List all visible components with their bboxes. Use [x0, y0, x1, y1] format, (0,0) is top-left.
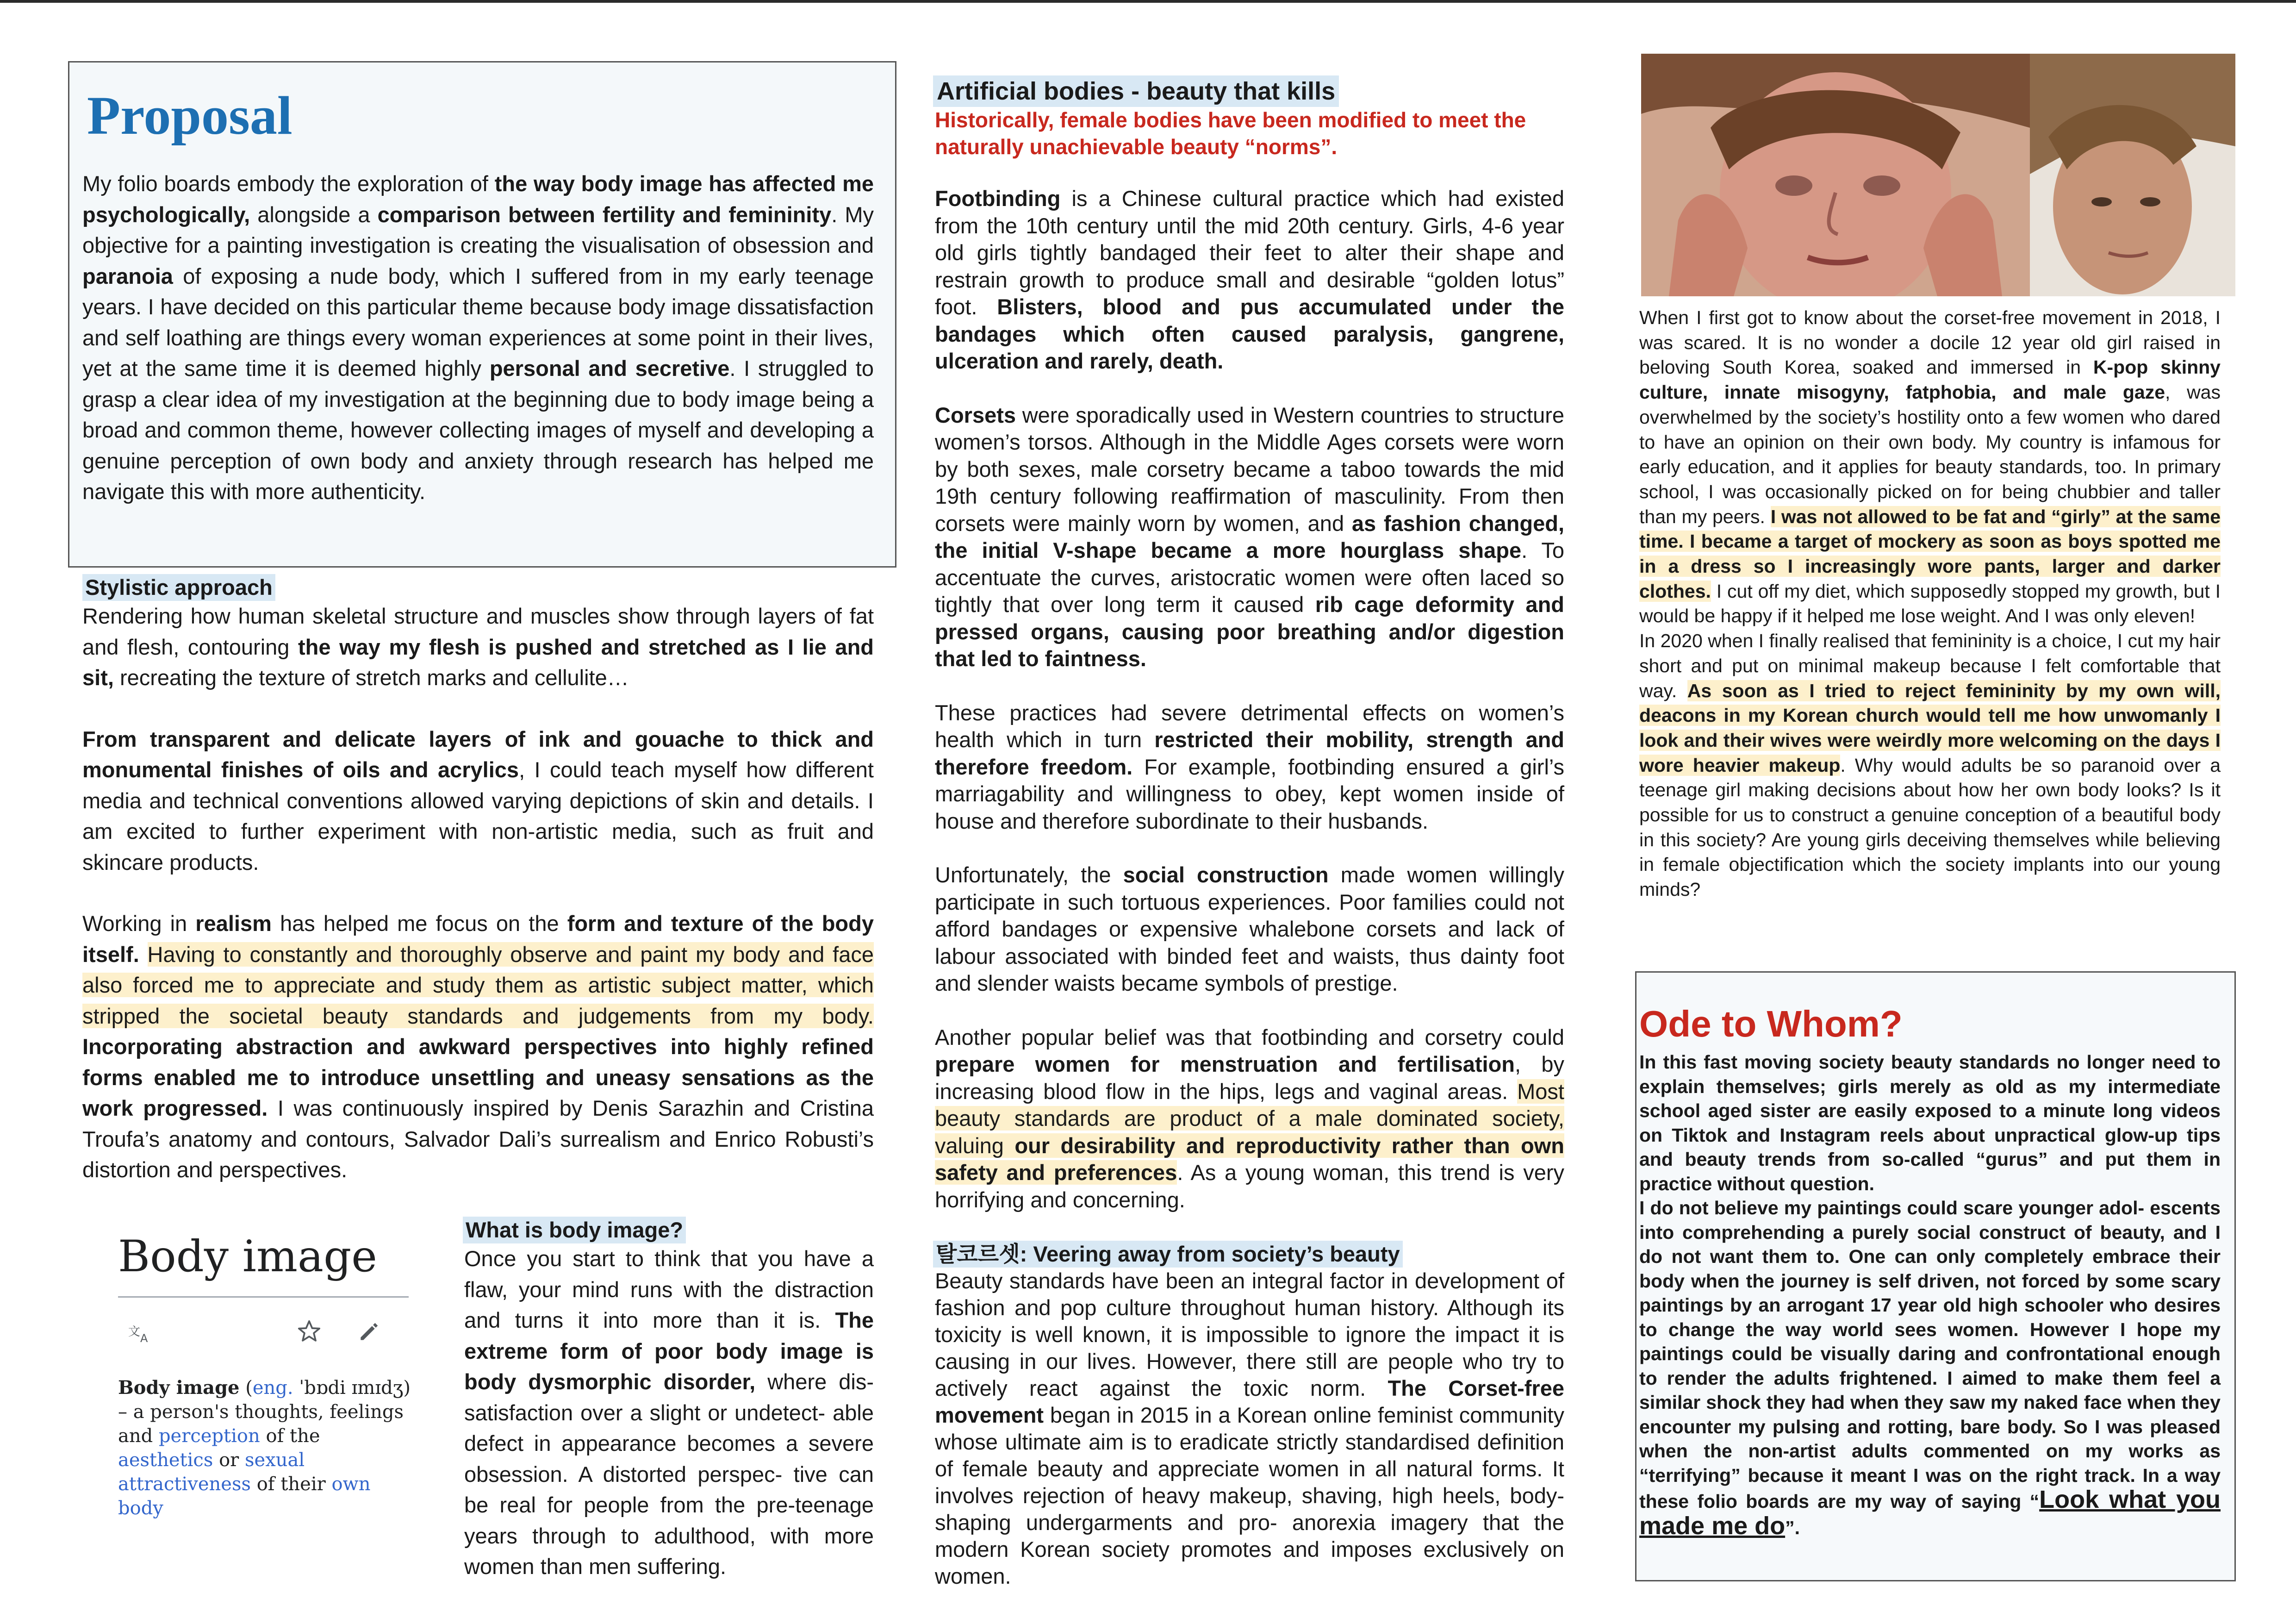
text-run: As soon as I tried to reject femininity by my own will, deacons in my Korean church would tell me how unwomanly I look and their wives were weirdly more welcoming on the days I wore heavier makeup: [1639, 680, 2221, 776]
text-run: restricted their mobility, strength and therefore freedom.: [935, 727, 1564, 779]
stylistic-approach-heading: Stylistic approach: [82, 574, 275, 601]
text-run: comparison between fertility and femininity: [377, 202, 832, 227]
text-run: the way my flesh is pushed and stretched as I lie and sit,: [82, 634, 874, 690]
text-run: of the: [260, 1425, 320, 1447]
text-run: When I first got to know about the corset-free movement in 2018, I was scared. It is no wonder a docile 12 year old girl raised in beloving South Korea, soaked and immersed in: [1639, 307, 2221, 378]
social-construction-paragraph: [935, 862, 1564, 997]
ode-paragraph-2: [1639, 1196, 2221, 1540]
text-run: ˈbɒdi ɪmɪdʒ) – a person's thoughts, feelings and: [118, 1377, 411, 1447]
text-run: is a Chinese cultural practice which had existed from the 10th century until the mid 20th century. Girls, 4-6 year old girls tightly bandaged their feet to alter their shape and restrain growth to produce small and desirable “golden lotus” foot.: [935, 186, 1564, 319]
text-run: (: [239, 1377, 253, 1399]
wiki-link[interactable]: eng.: [252, 1377, 293, 1399]
text-run: These practices had severe detrimental effects on women’s health which in turn: [935, 700, 1564, 752]
text-run: [139, 942, 148, 967]
top-border-line: [0, 0, 2296, 3]
text-run: . As a young woman, this trend is very horrifying and concerning.: [935, 1160, 1564, 1212]
text-run: made women willingly participate in such tortuous experiences. Poor families could not afford bandages or expensive whalebone corsets and lack of labour associated with binded feet and waists, thus dainty foot and slender waists became symbols of prestige.: [935, 862, 1564, 995]
proposal-title: Proposal: [87, 85, 292, 146]
text-run: The extreme form of poor body image is body dysmorphic disorder,: [464, 1308, 874, 1394]
text-run: rib cage deformity and pressed organs, causing poor breathing and/or digestion that led to faintness.: [935, 592, 1564, 671]
text-run: personal and secretive: [489, 356, 730, 381]
ode-paragraph-1: [1639, 1050, 2221, 1196]
text-run: social construction: [1123, 862, 1329, 887]
wiki-link[interactable]: sexual attractiveness: [118, 1449, 305, 1495]
text-run: . My objective for a painting investigation is creating the visualisation of obsession and: [82, 202, 874, 257]
veering-text: [935, 1268, 1564, 1590]
text-run: . Why would adults be so paranoid over a teenage girl making decisions about how her own body looks? Is it possible for us to construct a genuine conception of a beautiful body in this society? Are young girls deceiving themselves while believing in female objectification which the society implants into our young minds?: [1639, 754, 2221, 900]
text-run: recreating the texture of stretch marks and cellulite…: [113, 665, 629, 690]
text-run: Another popular belief was that footbinding and corsetry could: [935, 1024, 1564, 1049]
text-run: , by increasing blood flow in the hips, legs and vaginal areas.: [935, 1052, 1564, 1104]
svg-text:A: A: [140, 1332, 148, 1345]
corsets-paragraph: [935, 402, 1564, 673]
pencil-icon[interactable]: [356, 1318, 382, 1344]
text-run: Blisters, blood and pus accumulated under the bandages which often caused paralysis, gangrene, ulceration and rarely, death.: [935, 294, 1564, 373]
footbinding-paragraph: [935, 185, 1564, 375]
text-run: were sporadically used in Western countries to structure women’s torsos. Although in the Middle Ages corsets were worn by both sexes, male corsetry became a taboo towards the mid 19th century following reaffirmation of masculinity. From then corsets were mainly worn by women, and: [935, 402, 1564, 536]
text-run: where dis- satisfaction over a slight or undetect- able defect in appearance becomes a severe obsession. A distorted perspec- tive can be real for people from the pre-teenage years through to adulthood, with more women than men suffering.: [464, 1369, 874, 1579]
proposal-text: [82, 169, 874, 507]
text-run: the way body image has affected me psychologically,: [82, 171, 874, 227]
text-run: paranoia: [82, 263, 173, 288]
stylistic-paragraph-1: [82, 601, 874, 693]
wiki-link[interactable]: aesthetics: [118, 1449, 213, 1471]
text-run: as fashion changed, the initial V-shape became a more hourglass shape: [935, 511, 1565, 562]
text-run: The Corset-free movement: [935, 1376, 1564, 1427]
text-run: has helped me focus on the: [271, 911, 567, 936]
text-run: . I struggled to grasp a clear idea of my investigation at the beginning due to body image being a broad and common theme, however collecting images of myself and developing a genuine perception of own body and anxiety through research has helped me navigate this with more authenticity.: [82, 356, 874, 504]
text-run: Incorporating abstraction and awkward perspectives into highly refined forms enabled me to introduce unsettling and uneasy sensations as the work progressed.: [82, 1034, 874, 1120]
text-run: Corsets: [935, 402, 1016, 427]
text-run: I cut off my diet, which supposedly stopped my growth, but I would be happy if it helped me lose weight. And I was only eleven!: [1639, 580, 2221, 627]
ode-text: [1639, 1050, 2221, 1540]
text-run: In this fast moving society beauty standards no longer need to explain themselves; girls merely as old as my intermediate school aged sister are easily exposed to a minute long videos on Tiktok and Instagram reels about unpractical glow-up tips and beauty trends from so-called “gurus” and put them in practice without question.: [1639, 1051, 2221, 1194]
text-run: For example, footbinding ensured a girl’s marriagability and willingness to obey, kept women inside of house and therefore subordinate to their husbands.: [935, 754, 1564, 833]
stylistic-paragraph-3: [82, 908, 874, 1186]
text-run: Working in: [82, 911, 196, 936]
wiki-divider: [118, 1296, 409, 1298]
text-run: ”.: [1785, 1517, 1800, 1538]
wiki-title: Body image: [118, 1231, 377, 1282]
text-run: , was overwhelmed by the society’s hostility onto a few women who dared to have an opinion on their own body. My country is infamous for early education, and it applies for beauty standards, too. In primary school, I was occasionally picked on for being chubbier and taller than my peers.: [1639, 381, 2221, 527]
what-is-paragraph: [464, 1243, 874, 1582]
text-run: Footbinding: [935, 186, 1061, 211]
star-icon[interactable]: [296, 1318, 322, 1344]
painting-photo: [1641, 54, 2235, 296]
text-run: In 2020 when I finally realised that femininity is a choice, I cut my hair short and put on minimal makeup because I felt comfortable that way.: [1639, 630, 2221, 701]
text-run: Having to constantly and thoroughly observe and paint my body and face also forced me to appreciate and study them as artistic subject matter, which stripped the societal beauty standards and judgements from my body.: [82, 942, 874, 1028]
stylistic-text: [82, 601, 874, 1186]
artificial-bodies-subheading: Historically, female bodies have been modified to meet the naturally unachievable beauty “norms”.: [935, 108, 1526, 159]
text-run: Body image: [118, 1377, 240, 1399]
text-run: prepare women for menstruation and fertilisation: [935, 1052, 1515, 1076]
text-run: I do not believe my paintings could scare younger adol- escents into comprehending a purely social construct of beauty, and I do not want them to. One can only completely embrace their body when the journey is self driven, not forced by some scary paintings by an arrogant 17 year old high schooler who desires to change the way world sees women. However I hope my paintings could be visually daring and confrontational enough to render the adults frightened. I aimed to make them feel a similar shock they had when they saw my naked face when they encounter my pulsing and rotting, bare body. So I was pleased when the non-artist adults commented on my works as “terrifying” because it meant I was on the right track. In a way these folio boards are my way of saying “: [1639, 1197, 2221, 1512]
text-run: K-pop skinny culture, innate misogyny, fatphobia, and male gaze: [1639, 356, 2221, 403]
story-paragraph-1: [1639, 306, 2221, 629]
text-run: , I could teach myself how different media and technical conventions allowed varying depictions of skin and details. I am excited to further experiment with non-artistic media, such as fruit and skincare products.: [82, 757, 874, 874]
what-is-body-image-heading: What is body image?: [463, 1217, 686, 1243]
veering-away-heading: 탈코르셋: Veering away from society’s beauty: [933, 1241, 1403, 1268]
text-run: I was continuously inspired by Denis Sarazhin and Cristina Troufa’s anatomy and contours, Salvador Dali’s surrealism and Enrico Robusti’s distortion and perspectives.: [82, 1096, 874, 1182]
story-paragraph-2: [1639, 629, 2221, 902]
wiki-definition: [118, 1376, 414, 1520]
ode-title: Ode to Whom?: [1639, 1003, 1903, 1044]
text-run: form and texture of the body itself.: [82, 911, 874, 967]
text-run: of exposing a nude body, which I suffered from in my early teenage years. I have decided on this particular theme because body image dissatisfaction and self loathing are things every woman experiences at some point in their lives, yet at the same time it is deemed highly: [82, 263, 874, 381]
text-run: My folio boards embody the exploration of: [82, 171, 495, 196]
artificial-bodies-heading: Artificial bodies - beauty that kills: [933, 75, 1339, 107]
text-run: our desirability and reproductivity rather than own safety and preferences: [935, 1133, 1565, 1185]
wiki-link[interactable]: perception: [158, 1425, 260, 1447]
text-run: of their: [251, 1474, 332, 1495]
text-run: . To accentuate the curves, aristocratic women were often laced so tightly that over long term it caused: [935, 538, 1565, 617]
veering-paragraph: [935, 1268, 1564, 1590]
text-run: realism: [195, 911, 272, 936]
belief-paragraph: [935, 1024, 1564, 1214]
text-run: or: [213, 1449, 245, 1471]
text-run: From transparent and delicate layers of ink and gouache to thick and monumental finishes of oils and acrylics: [82, 726, 874, 782]
closing-quote-text: Look what you made me do: [1639, 1486, 2221, 1540]
text-run: Rendering how human skeletal structure and muscles show through layers of fat and flesh, contouring: [82, 604, 874, 659]
story-text: [1639, 306, 2221, 902]
text-run: began in 2015 in a Korean online feminist community whose ultimate aim is to eradicate strictly standardised definition of female beauty and appreciate women in all natural forms. It involves rejection of heavy makeup, shaving, high heels, body-shaping undergarments and pro- anorexia imagery that the modern Korean society promotes and imposes exclusively on women.: [935, 1403, 1564, 1588]
artificial-text: [935, 185, 1564, 1213]
text-run: I was not allowed to be fat and “girly” at the same time. I became a target of mockery as soon as boys spotted me in a dress so I increasingly wore pants, larger and darker clothes.: [1639, 506, 2221, 602]
effects-paragraph: [935, 700, 1564, 835]
text-run: Beauty standards have been an integral factor in development of fashion and pop culture throughout human history. Although its toxicity is well known, it is impossible to ignore the impact it is causing in our lives. However, there still are people who try to actively react against the toxic norm.: [935, 1268, 1564, 1400]
proposal-paragraph: [82, 169, 874, 507]
text-run: Unfortunately, the: [935, 862, 1123, 887]
text-run: Most beauty standards are product of a male dominated society, valuing: [935, 1079, 1564, 1158]
svg-text:文: 文: [128, 1325, 141, 1339]
stylistic-paragraph-2: [82, 724, 874, 878]
text-run: alongside a: [250, 202, 378, 227]
what-is-text: [464, 1243, 874, 1582]
wiki-link[interactable]: own body: [118, 1474, 371, 1519]
text-run: Once you start to think that you have a flaw, your mind runs with the distraction and turns it into more than it is.: [464, 1246, 874, 1332]
translate-icon[interactable]: [127, 1322, 155, 1345]
